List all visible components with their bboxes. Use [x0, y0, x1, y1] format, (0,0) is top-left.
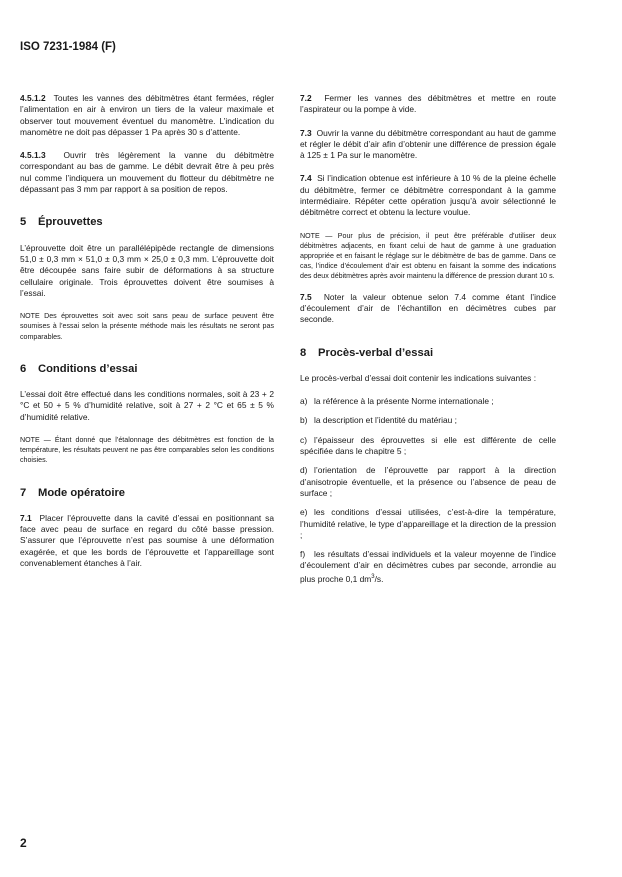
- clause-7-5: [300, 292, 556, 326]
- section-number: 5: [20, 216, 27, 229]
- section-6-text: L’essai doit être effectué dans les conditions normales, soit à 23 + 2 °C et 50 + 5 % d’humidité relative, soit à 27 + 2 °C et 65 ± 5 % d’humidité relative.: [20, 389, 274, 422]
- clause-text: Noter la valeur obtenue selon 7.4 comme étant l’indice d’écoulement d’air de l’échantillon en décimètres cubes par seconde.: [300, 291, 557, 325]
- page-number: 2: [20, 836, 27, 850]
- list-item-label: d): [300, 465, 308, 476]
- left-column: [20, 93, 274, 581]
- list-item: [300, 396, 556, 407]
- section-5-text: L’éprouvette doit être un parallélépipède rectangle de dimensions 51,0 ± 0,3 mm × 51,0 ± 0,3 mm × 25,0 ± 0,3 mm. L’éprouvette doit être découpée sans faire subir de déformations à sa structure cellulaire originale. Trois éprouvettes doivent être soumises à l’essai.: [20, 242, 274, 298]
- list-item-text: l’orientation de l’éprouvette par rapport à la direction d’anisotropie éventuelle, et la présence ou l’absence de peau de surface ;: [300, 465, 556, 498]
- clause-text: Toutes les vannes des débitmètres étant fermées, régler l’alimentation en air à environ un tiers de la valeur maximale et observer tout mouvement éventuel du manomètre. L’indication du manomètre ne doit pas dépasser 1 Pa après 30 s d’attente.: [20, 93, 274, 137]
- report-items-list: [300, 396, 556, 585]
- section-8-heading: [300, 348, 556, 359]
- clause-text: Si l’indication obtenue est inférieure à 10 % de la pleine échelle du débitmètre, fermer ce débitmètre correspondant à la gamme intermédiaire. Répéter cette opération jusqu’à avoir sélectionné le débitmètre correct et obtenu la lecture voulue.: [300, 173, 557, 218]
- clause-text: Fermer les vannes des débitmètres et mettre en route l’aspirateur ou la pompe à vide.: [300, 93, 556, 115]
- section-8-intro: Le procès-verbal d’essai doit contenir les indications suivantes :: [300, 372, 537, 383]
- section-5-note: NOTE Des éprouvettes soit avec soit sans peau de surface peuvent être soumises à l’essai selon la présente méthode mais les résultats ne seront pas comparables.: [20, 312, 274, 341]
- section-number: 7: [20, 486, 27, 499]
- clause-number: 4.5.1.2: [20, 93, 46, 103]
- clause-text: Ouvrir très légèrement la vanne du débitmètre correspondant au bas de gamme. Le débit devrait être à peu près nul comme l’indiquera un mouvement du flotteur du débitmètre ne dépassant pas 3 mm par rapport à sa position de repos.: [20, 150, 274, 195]
- clause-number: 7.3: [300, 127, 312, 138]
- clause-text: Placer l’éprouvette dans la cavité d’essai en positionnant sa face avec peau de surface en regard du côté basse pression. S’assurer que l’éprouvette n’est pas soumise à une déformation exagérée, et que les bords de l’éprouvette et l’appareillage sont convenablement étanches à l’air.: [20, 512, 275, 569]
- unit-tail: /s.: [374, 573, 384, 584]
- list-item: [300, 507, 556, 541]
- section-title: Éprouvettes: [38, 216, 103, 229]
- section-6-note: NOTE — Étant donné que l’étalonnage des débitmètres est fonction de la température, les résultats peuvent ne pas être comparables selon les conditions choisies.: [20, 435, 274, 465]
- clause-number: 7.4: [300, 173, 312, 184]
- clause-7-4-note: NOTE — Pour plus de précision, il peut être préférable d’utiliser deux débitmètres adjacents, en fixant celui de haut de gamme à une graduation appropriée et en faisant le réglage sur le débitmètre de bas de gamme. Dans ce cas, l’indice d’écoulement d’air est obtenu en faisant la somme des indications des deux débitmètres après avoir maintenu la différence de pression durant 10 s.: [300, 231, 556, 281]
- section-title: Procès-verbal d’essai: [318, 346, 434, 359]
- list-item: [300, 549, 556, 585]
- clause-number: 7.1: [20, 512, 32, 523]
- clause-4-5-1-3: [20, 150, 274, 195]
- clause-number: 7.2: [300, 93, 312, 103]
- clause-7-4: [300, 173, 556, 218]
- section-7-heading: [20, 488, 274, 499]
- clause-7-1: [20, 513, 274, 569]
- clause-text: Ouvrir la vanne du débitmètre correspondant au haut de gamme et régler le débit d’air afin d’obtenir une différence de pression égale à 125 ± 1 Pa sur le manomètre.: [300, 127, 556, 161]
- section-number: 6: [20, 362, 27, 375]
- list-item-label: e): [300, 507, 308, 518]
- document-header: ISO 7231-1984 (F): [20, 41, 116, 53]
- list-item-label: c): [300, 434, 307, 445]
- unit-exponent: 3: [371, 573, 375, 580]
- list-item: [300, 465, 556, 499]
- section-title: Conditions d’essai: [38, 362, 138, 375]
- section-5-heading: [20, 217, 274, 228]
- list-item: [300, 435, 556, 458]
- clause-number: 4.5.1.3: [20, 150, 46, 161]
- clause-7-3: [300, 128, 556, 162]
- section-title: Mode opératoire: [38, 486, 126, 499]
- section-number: 8: [300, 346, 307, 359]
- list-item: [300, 415, 556, 426]
- list-item-text: l’épaisseur des éprouvettes si elle est différente de celle spécifiée dans le chapitre 5 ;: [300, 434, 556, 457]
- clause-7-2: [300, 93, 556, 116]
- right-column: [300, 93, 556, 593]
- list-item-text: les résultats d’essai individuels et la valeur moyenne de l’indice d’écoulement d’air en décimètres cubes par seconde, arrondie au plus proche 0,1 dm: [300, 549, 556, 584]
- list-item-text: la description et l’identité du matériau ;: [314, 415, 457, 426]
- list-item-text: les conditions d’essai utilisées, c’est-à-dire la température, l’humidité relative, le type d’appareillage et la direction de la pression ;: [300, 507, 556, 540]
- clause-number: 7.5: [300, 291, 312, 302]
- list-item-label: a): [300, 396, 308, 407]
- list-item-text: la référence à la présente Norme internationale ;: [314, 396, 494, 407]
- list-item-label: b): [300, 415, 308, 426]
- list-item-label: f): [300, 549, 306, 560]
- clause-4-5-1-2: [20, 93, 274, 138]
- section-6-heading: [20, 364, 274, 375]
